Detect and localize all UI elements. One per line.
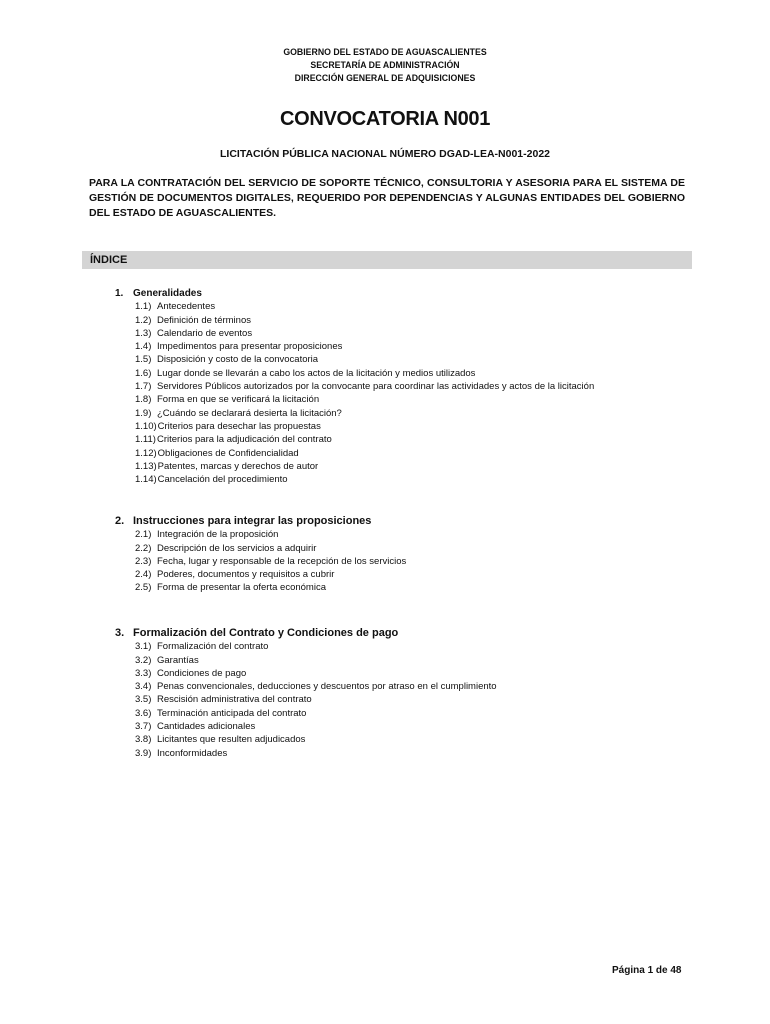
list-item: 1.11) Criterios para la adjudicación del contrato [135,434,332,446]
document-title: CONVOCATORIA N001 [279,108,491,130]
section-title-text: Formalización del Contrato y Condiciones de pago [133,627,399,639]
list-item: 1.13) Patentes, marcas y derechos de autor [135,460,319,472]
list-item: 1.8) Forma en que se verificará la licitación [135,394,320,406]
section-title-text: Generalidades [133,288,202,299]
list-item: 3.2) Garantías [135,654,199,666]
list-item: 3.6) Terminación anticipada del contrato [135,707,307,719]
section-items [135,528,406,594]
list-item: 1.7) Servidores Públicos autorizados por la convocante para coordinar las actividades y actos de la licitación [135,381,595,393]
list-item: 2.2) Descripción de los servicios a adquirir [135,542,317,554]
index-section-3 [115,627,497,760]
header-directorate: DIRECCIÓN GENERAL DE ADQUISICIONES [294,73,476,84]
section-title [115,627,497,640]
list-item: 1.10) Criterios para desechar las propuestas [135,420,321,432]
section-number: 1. [115,288,124,299]
list-item: 1.2) Definición de términos [135,314,251,326]
list-item: 3.5) Rescisión administrativa del contrato [135,694,312,706]
list-item: 2.3) Fecha, lugar y responsable de la recepción de los servicios [135,555,407,567]
section-items [135,300,594,486]
list-item: 3.1) Formalización del contrato [135,641,269,653]
list-item: 1.14) Cancelación del procedimiento [135,474,288,486]
list-item: 1.12) Obligaciones de Confidencialidad [135,447,299,459]
section-title [115,287,594,300]
section-number: 2. [115,515,125,527]
list-item: 1.3) Calendario de eventos [135,327,253,339]
header-secretariat: SECRETARÍA DE ADMINISTRACIÓN [310,60,460,71]
section-title [115,515,406,528]
index-section-2 [115,515,406,595]
list-item: 3.3) Condiciones de pago [135,667,247,679]
list-item: 3.7) Cantidades adicionales [135,721,256,733]
section-title-text: Instrucciones para integrar las proposiciones [133,515,372,527]
list-item: 2.1) Integración de la proposición [135,529,279,541]
document-header [31,46,739,85]
list-item: 3.4) Penas convencionales, deducciones y descuentos por atraso en el cumplimiento [135,681,497,693]
list-item: 1.6) Lugar donde se llevarán a cabo los actos de la licitación y medios utilizados [135,367,476,379]
header-government: GOBIERNO DEL ESTADO DE AGUASCALIENTES [283,47,487,58]
section-number: 3. [115,627,125,639]
index-heading-bar [82,251,692,269]
list-item: 1.9) ¿Cuándo se declarará desierta la licitación? [135,407,342,419]
list-item: 3.9) Inconformidades [135,747,228,759]
document-description: PARA LA CONTRATACIÓN DEL SERVICIO DE SOPORTE TÉCNICO, CONSULTORIA Y ASESORIA PARA EL SISTEMA DE GESTIÓN DE DOCUMENTOS DIGITALES, REQUERIDO POR DEPENDENCIAS Y ALGUNAS ENTIDADES DEL GOBIERNO DEL ESTADO DE AGUASCALIENTES. [89,177,685,219]
index-section-1 [115,287,594,486]
section-items [135,640,497,760]
document-subtitle: LICITACIÓN PÚBLICA NACIONAL NÚMERO DGAD-LEA-N001-2022 [220,148,550,160]
list-item: 1.1) Antecedentes [135,301,216,313]
list-item: 2.4) Poderes, documentos y requisitos a cubrir [135,569,335,581]
list-item: 1.4) Impedimentos para presentar proposiciones [135,341,343,353]
list-item: 2.5) Forma de presentar la oferta económica [135,582,326,594]
list-item: 1.5) Disposición y costo de la convocatoria [135,354,319,366]
list-item: 3.8) Licitantes que resulten adjudicados [135,734,306,746]
page-number: Página 1 de 48 [612,965,682,976]
index-heading: ÍNDICE [90,254,128,266]
